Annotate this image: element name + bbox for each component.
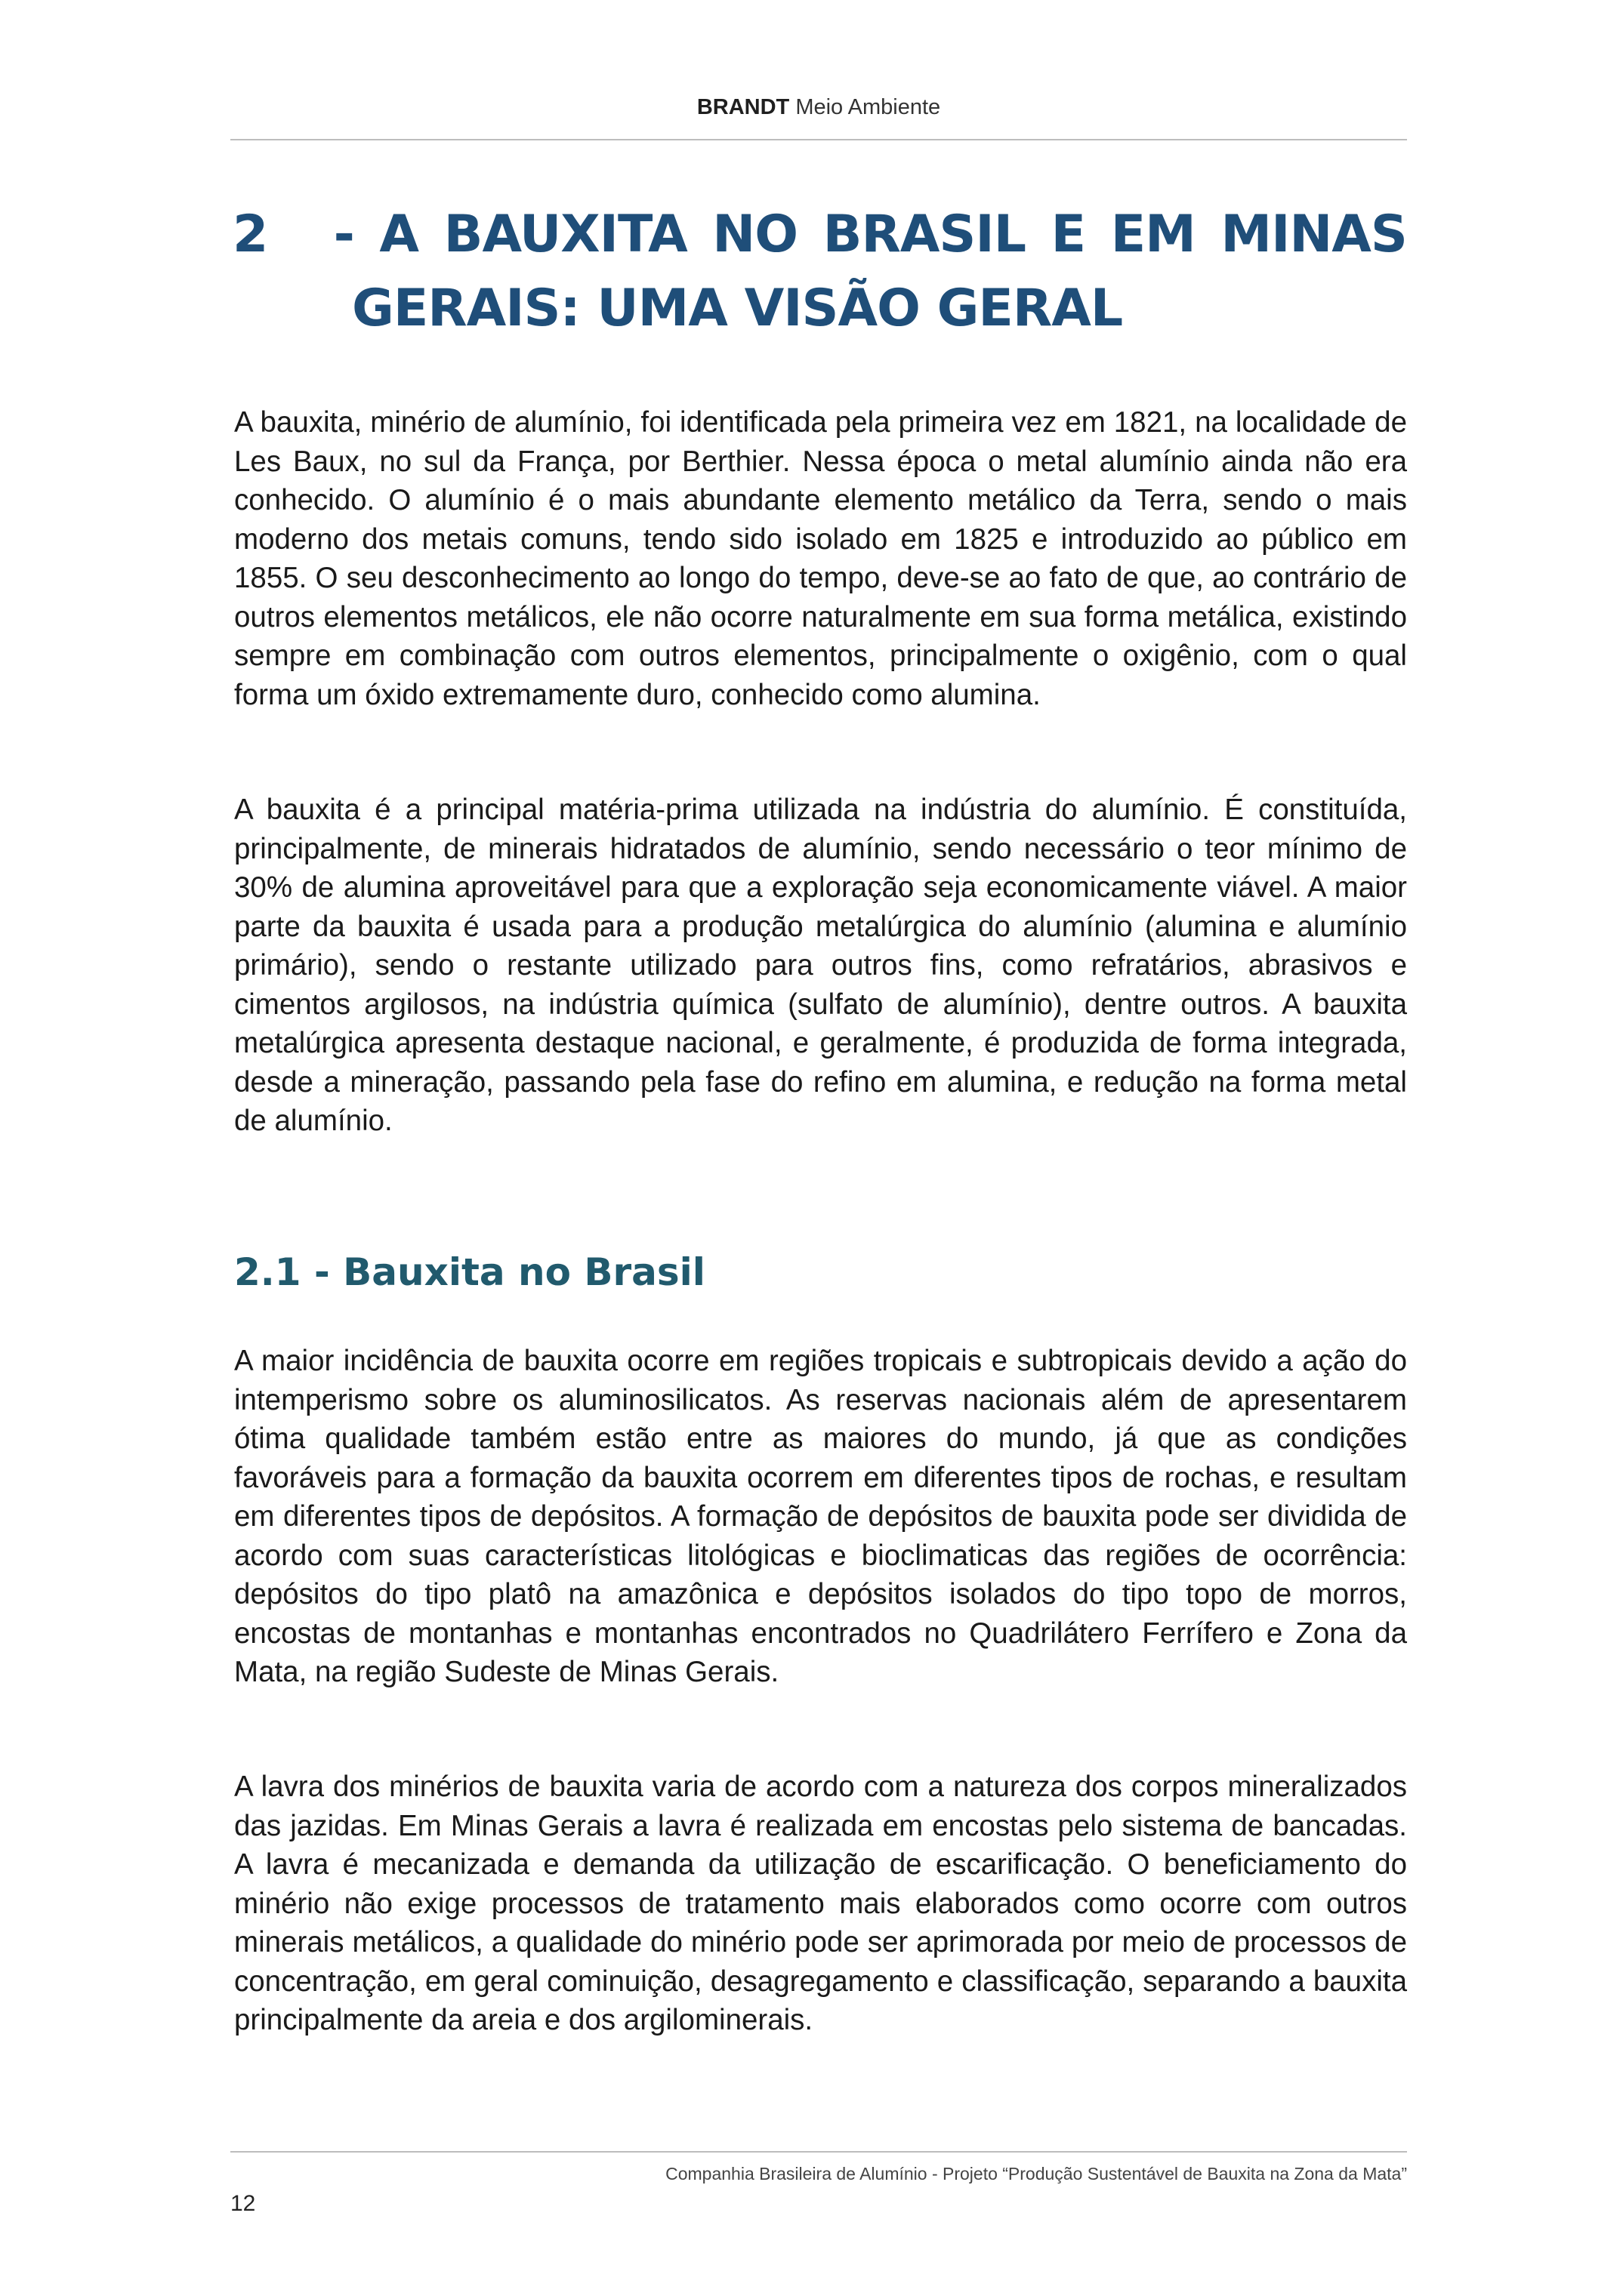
- chapter-title-word: EM: [1110, 205, 1196, 264]
- paragraph-bauxite-raw-material: A bauxita é a principal matéria-prima utilizada na indústria do alumínio. É constituída, principalmente, de minerais hidratados de alumínio, sendo necessário o teor mínimo de 30% de alumina aproveitável para que a exploração seja economicamente viável. A maior parte da bauxita é usada para a produção metalúrgica do alumínio (alumina e alumínio primário), sendo o restante utilizado para outros fins, como refratários, abrasivos e cimentos argilosos, na indústria química (sulfato de alumínio), dentre outros. A bauxita metalúrgica apresenta destaque nacional, e geralmente, é produzida de forma integrada, desde a mineração, passando pela fase do refino em alumina, e redução na forma metal de alumínio.: [234, 794, 1407, 1137]
- chapter-title-line-2: GERAIS: UMA VISÃO GERAL: [352, 279, 1123, 338]
- chapter-title-word: MINAS: [1220, 205, 1407, 264]
- chapter-title-line-1: [233, 198, 1407, 272]
- footer-text: Companhia Brasileira de Alumínio - Projeto “Produção Sustentável de Bauxita na Zona da Mata”: [665, 2164, 1407, 2184]
- chapter-title: [233, 198, 1407, 346]
- chapter-title-word: BRASIL: [822, 205, 1026, 264]
- chapter-title-word: BAUXITA: [443, 205, 687, 264]
- header-brand: BRANDT: [696, 95, 790, 119]
- chapter-title-word: NO: [712, 205, 798, 264]
- chapter-number: 2: [233, 205, 268, 264]
- page-header: [230, 95, 1407, 140]
- chapter-dash: -: [333, 205, 354, 264]
- section-title: 2.1 - Bauxita no Brasil: [234, 1250, 705, 1294]
- chapter-title-word: E: [1051, 205, 1086, 264]
- chapter-title-word: A: [379, 205, 419, 264]
- footer-divider: [230, 2151, 1407, 2153]
- paragraph-bauxite-mining: A lavra dos minérios de bauxita varia de acordo com a natureza dos corpos mineralizados das jazidas. Em Minas Gerais a lavra é realizada em encostas pelo sistema de bancadas. A lavra é mecanizada e demanda da utilização de escarificação. O beneficiamento do minério não exige processos de tratamento mais elaborados como ocorre com outros minerais metálicos, a qualidade do minério pode ser aprimorada por meio de processos de concentração, em geral cominuição, desagregamento e classificação, separando a bauxita principalmente da areia e dos argilominerais.: [234, 1771, 1407, 2036]
- paragraph-bauxite-history: A bauxita, minério de alumínio, foi identificada pela primeira vez em 1821, na localidade de Les Baux, no sul da França, por Berthier. Nessa época o metal alumínio ainda não era conhecido. O alumínio é o mais abundante elemento metálico da Terra, sendo o mais moderno dos metais comuns, tendo sido isolado em 1825 e introduzido ao público em 1855. O seu desconhecimento ao longo do tempo, deve-se ao fato de que, ao contrário de outros elementos metálicos, ele não ocorre naturalmente em sua forma metálica, existindo sempre em combinação com outros elementos, principalmente o oxigênio, com o qual forma um óxido extremamente duro, conhecido como alumina.: [234, 406, 1407, 711]
- paragraph-bauxite-occurrence: A maior incidência de bauxita ocorre em regiões tropicais e subtropicais devido a ação do intemperismo sobre os aluminosilicatos. As reservas nacionais além de apresentarem ótima qualidade também estão entre as maiores do mundo, já que as condições favoráveis para a formação da bauxita ocorrem em diferentes tipos de rochas, e resultam em diferentes tipos de depósitos. A formação de depósitos de bauxita pode ser dividida de acordo com suas características litológicas e bioclimaticas das regiões de ocorrência: depósitos do tipo platô na amazônica e depósitos isolados do tipo topo de morros, encostas de montanhas e montanhas encontrados no Quadrilátero Ferrífero e Zona da Mata, na região Sudeste de Minas Gerais.: [234, 1345, 1407, 1688]
- page-number: 12: [230, 2191, 256, 2216]
- header-subtitle: Meio Ambiente: [795, 95, 941, 119]
